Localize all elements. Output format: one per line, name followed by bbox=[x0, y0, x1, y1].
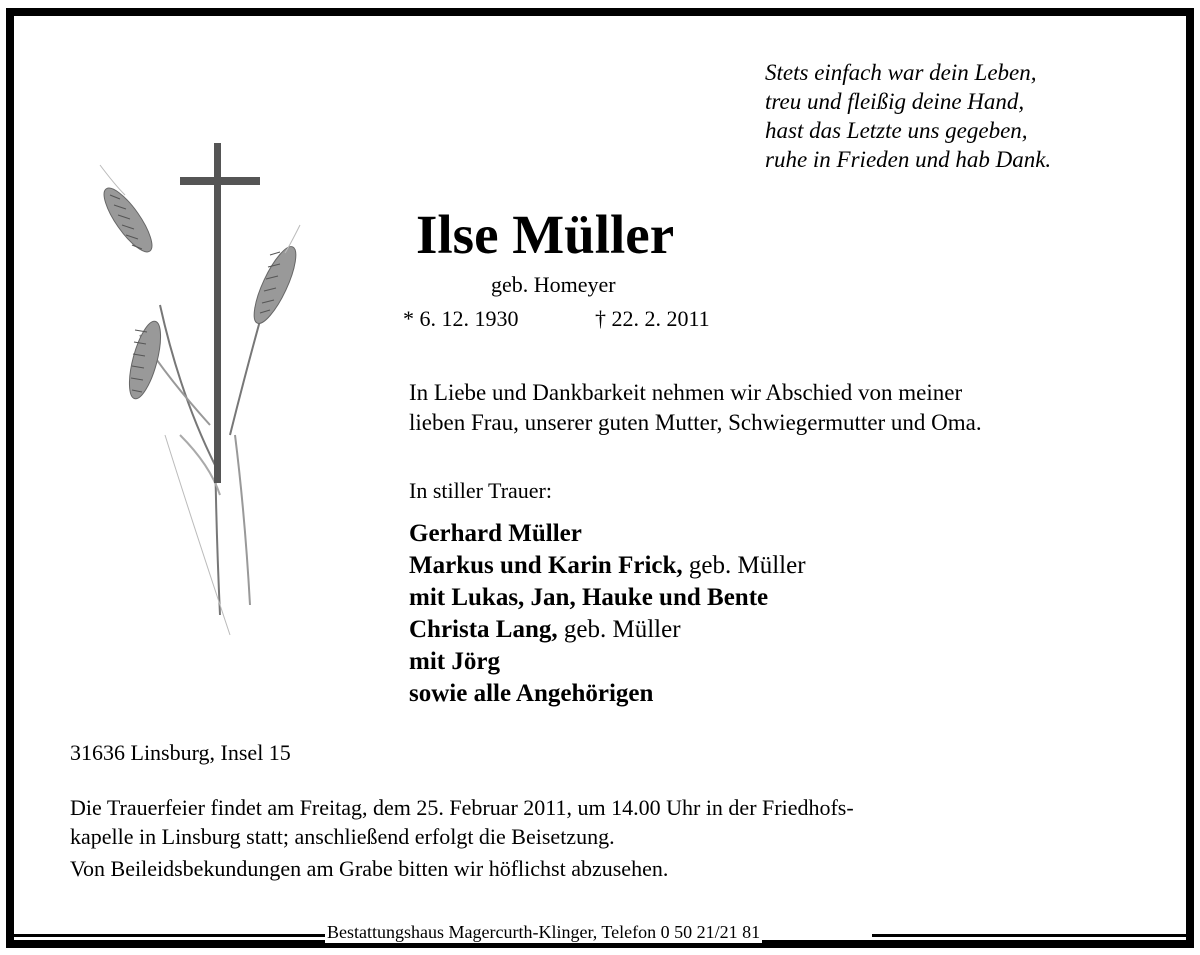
mourners-list bbox=[409, 518, 806, 710]
poem-line: ruhe in Frieden und hab Dank. bbox=[765, 147, 1052, 172]
address: 31636 Linsburg, Insel 15 bbox=[70, 740, 291, 765]
cross-with-wheat-icon bbox=[70, 135, 310, 645]
birth-date: * 6. 12. 1930 bbox=[403, 306, 519, 331]
poem bbox=[765, 58, 1051, 174]
poem-line: treu und fleißig deine Hand, bbox=[765, 89, 1025, 114]
intro-text bbox=[409, 378, 982, 438]
mourner-line: Christa Lang, geb. Müller bbox=[409, 616, 681, 643]
mourner-line: Gerhard Müller bbox=[409, 520, 582, 547]
funeral-line: Die Trauerfeier findet am Freitag, dem 25. Februar 2011, um 14.00 Uhr in der Friedhofs- bbox=[70, 795, 854, 820]
deceased-name: Ilse Müller bbox=[416, 204, 675, 265]
funeral-info bbox=[70, 793, 854, 851]
poem-line: Stets einfach war dein Leben, bbox=[765, 60, 1037, 85]
mourning-label: In stiller Trauer: bbox=[409, 478, 552, 503]
funeral-line: kapelle in Linsburg statt; anschließend erfolgt die Beisetzung. bbox=[70, 824, 615, 849]
mourner-line: mit Lukas, Jan, Hauke und Bente bbox=[409, 584, 769, 611]
mourner-line: Markus und Karin Frick, geb. Müller bbox=[409, 552, 806, 579]
footer-rule-left bbox=[14, 934, 326, 937]
poem-line: hast das Letzte uns gegeben, bbox=[765, 118, 1028, 143]
mourner-line: sowie alle Angehörigen bbox=[409, 680, 654, 707]
intro-line: In Liebe und Dankbarkeit nehmen wir Abschied von meiner bbox=[409, 380, 963, 405]
mourner-line: mit Jörg bbox=[409, 648, 500, 675]
footer-rule-right bbox=[872, 934, 1186, 937]
death-date: † 22. 2. 2011 bbox=[595, 306, 710, 331]
funeral-home-footer: Bestattungshaus Magercurth-Klinger, Telefon 0 50 21/21 81 bbox=[327, 922, 761, 942]
maiden-name: geb. Homeyer bbox=[491, 272, 616, 297]
condolence-note: Von Beileidsbekundungen am Grabe bitten wir höflichst abzusehen. bbox=[70, 856, 669, 881]
intro-line: lieben Frau, unserer guten Mutter, Schwiegermutter und Oma. bbox=[409, 410, 982, 435]
